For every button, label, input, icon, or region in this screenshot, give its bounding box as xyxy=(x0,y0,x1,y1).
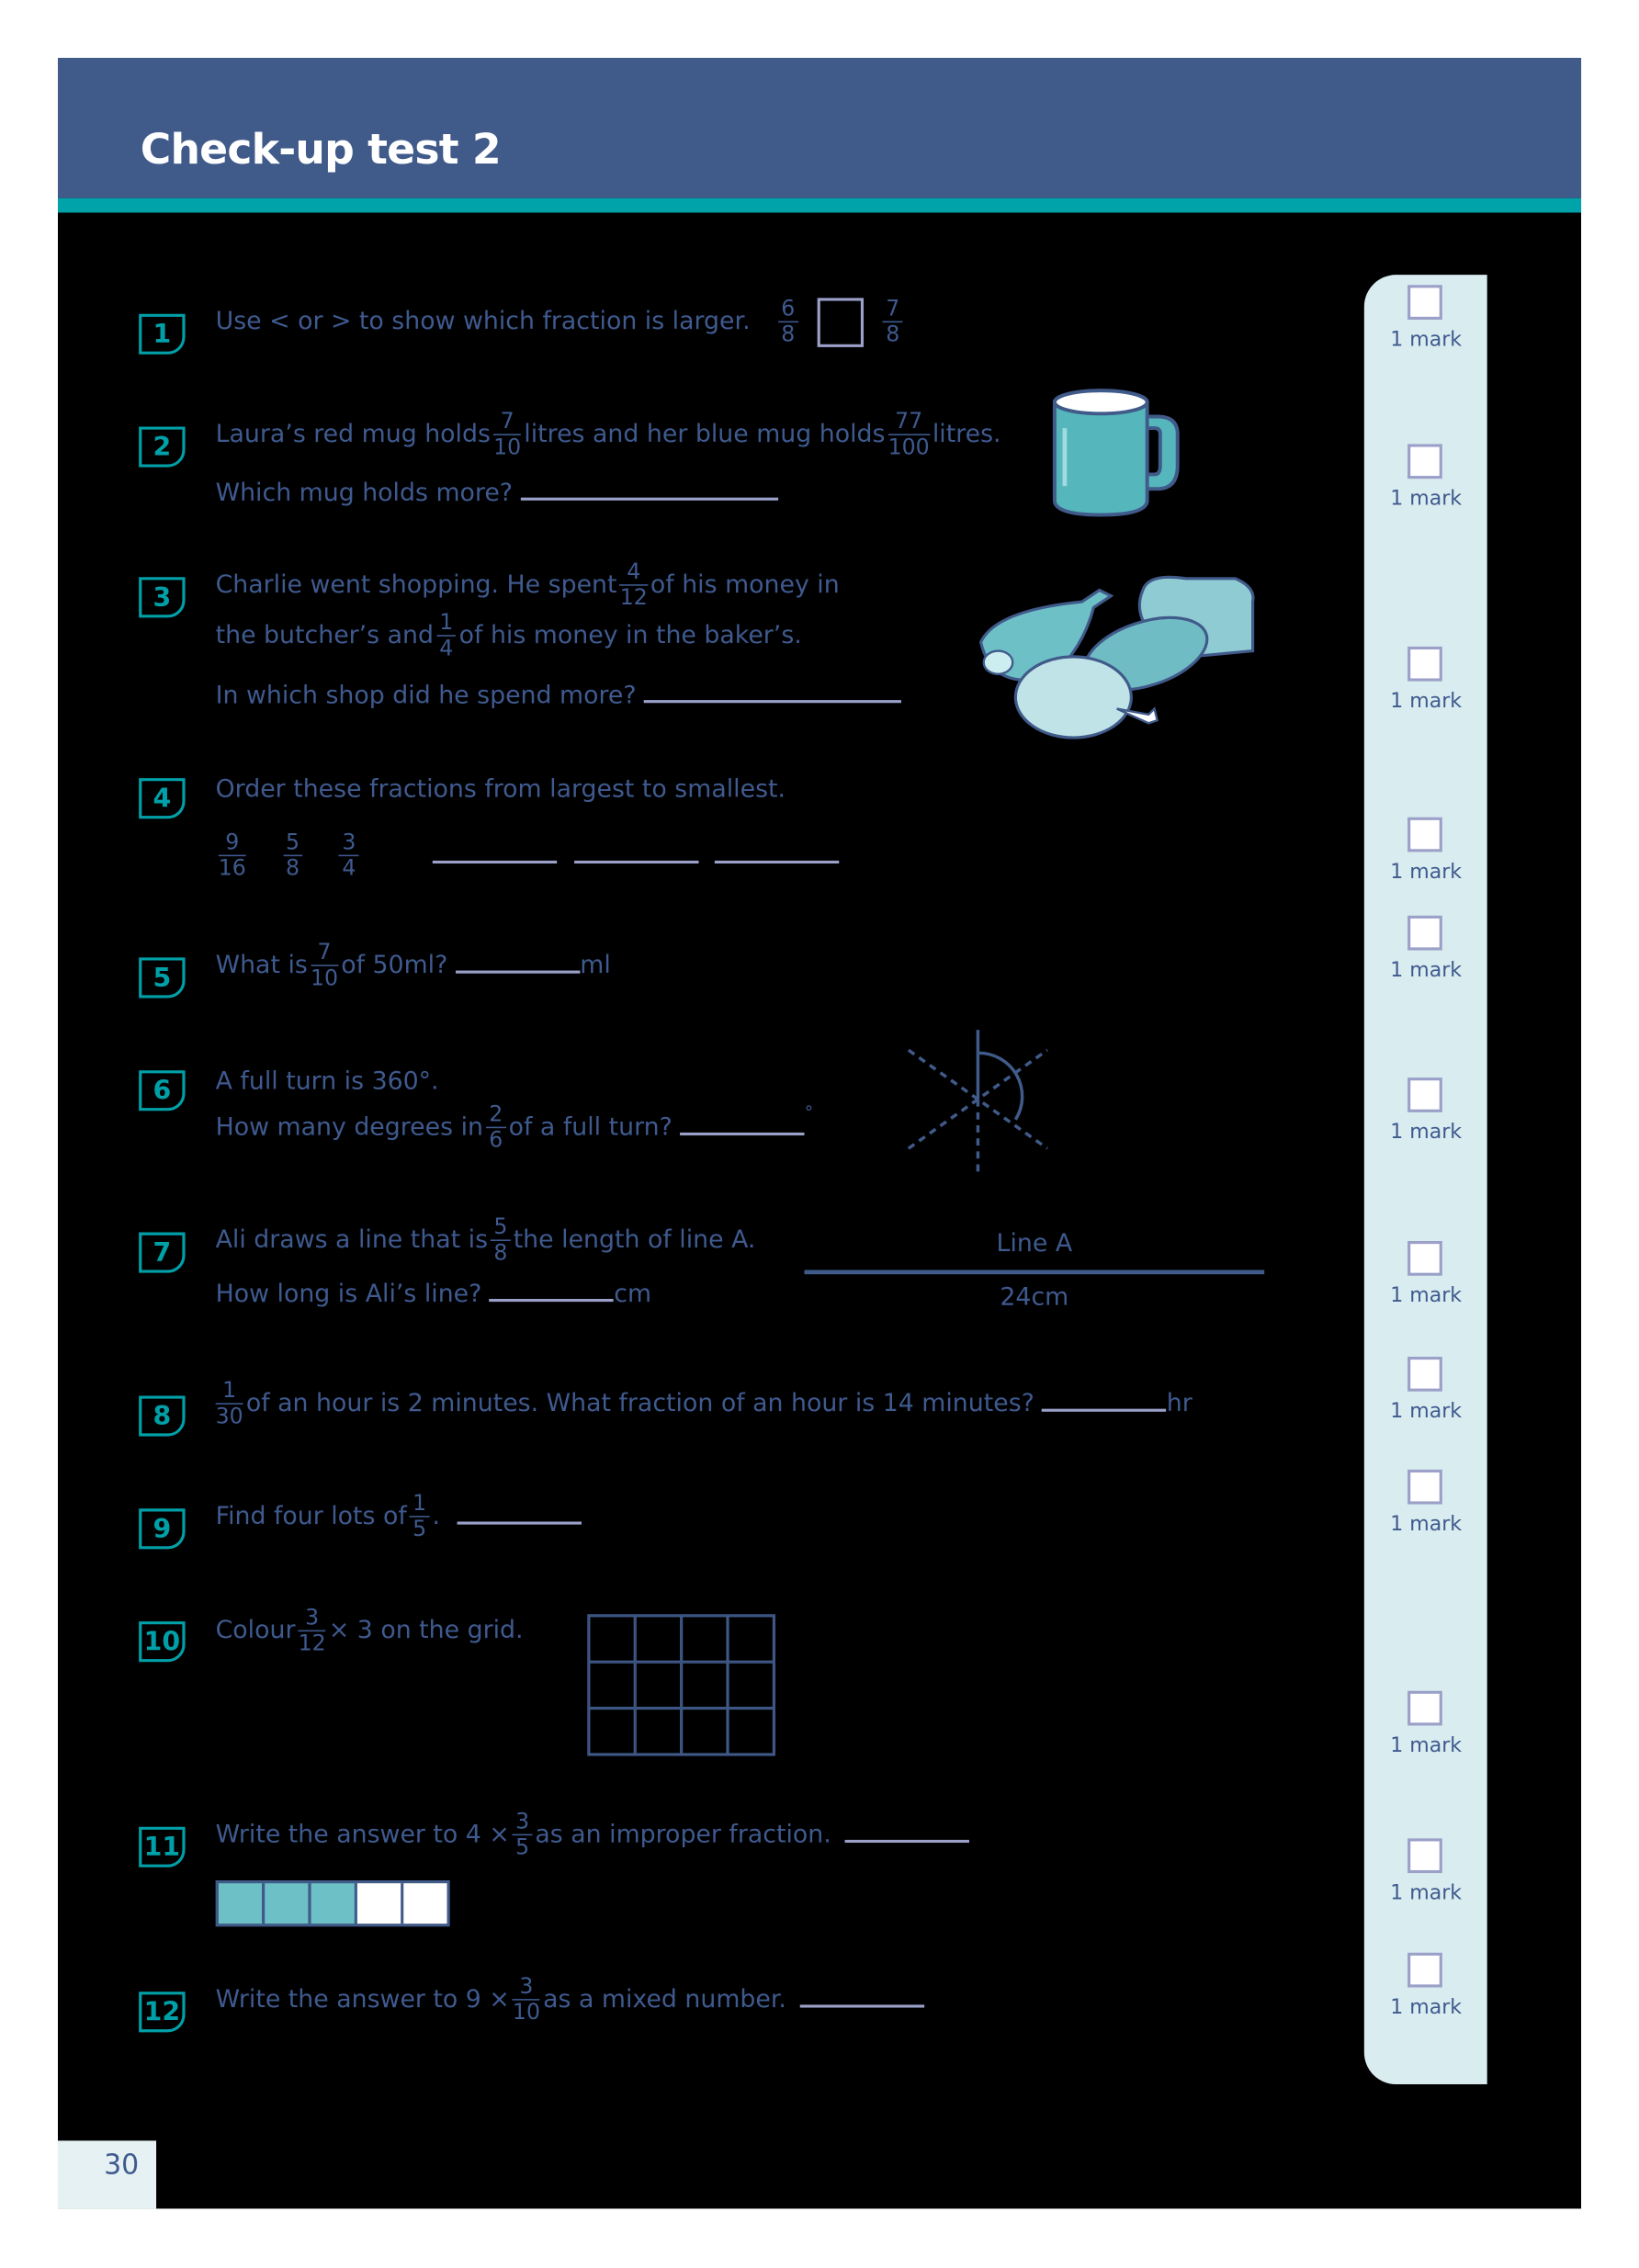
question-text: × 3 on the grid. xyxy=(328,1616,524,1646)
unit-label: ° xyxy=(804,1101,814,1123)
mark-label: 1 mark xyxy=(1390,328,1463,352)
question-8 xyxy=(216,1379,1193,1429)
fraction: $\frac{3}{10}$ xyxy=(512,1972,540,2025)
fraction: $\frac{1}{4}$ xyxy=(436,610,456,660)
line-a-length: 24cm xyxy=(1000,1282,1069,1313)
question-3-line2 xyxy=(216,610,802,660)
mark-label: 1 mark xyxy=(1390,690,1463,714)
question-6 xyxy=(216,1102,814,1153)
question-number: 9 xyxy=(139,1508,185,1549)
answer-box[interactable] xyxy=(818,298,864,347)
mark-label: 1 mark xyxy=(1390,1733,1463,1758)
question-text: Ali draws a line that is xyxy=(215,1225,489,1255)
question-number: 8 xyxy=(139,1395,185,1436)
bar-cell-filled xyxy=(265,1883,311,1924)
question-number: 3 xyxy=(139,577,185,617)
answer-line[interactable] xyxy=(433,859,557,863)
fraction: $\frac{9}{16}$ xyxy=(218,829,246,881)
question-text: Write the answer to 4 × xyxy=(215,1820,510,1850)
fraction: $\frac{3}{12}$ xyxy=(298,1604,326,1656)
question-7-line2 xyxy=(216,1281,651,1309)
question-text: In which shop did he spend more? xyxy=(215,681,637,711)
mark-checkbox[interactable] xyxy=(1407,1838,1442,1873)
mark-label: 1 mark xyxy=(1390,958,1463,983)
grid-cell[interactable] xyxy=(728,1662,774,1708)
bar-cell-filled xyxy=(311,1883,357,1924)
mark-checkbox[interactable] xyxy=(1407,1241,1442,1276)
question-text: the butcher’s and xyxy=(215,621,435,650)
grid-cell[interactable] xyxy=(635,1709,681,1755)
grid-cell[interactable] xyxy=(728,1709,774,1755)
mark-label: 1 mark xyxy=(1390,487,1463,511)
grid-cell[interactable] xyxy=(589,1662,635,1708)
fraction: $\frac{77}{100}$ xyxy=(887,408,930,460)
question-number: 5 xyxy=(139,957,185,998)
unit-label: cm xyxy=(614,1280,652,1310)
grid-cell[interactable] xyxy=(728,1616,774,1662)
unit-label: ml xyxy=(580,951,611,980)
question-text: Charlie went shopping. He spent xyxy=(215,570,617,600)
bar-cell-filled xyxy=(219,1883,265,1924)
page-title: Check-up test 2 xyxy=(140,124,501,174)
unit-label: hr xyxy=(1166,1389,1193,1418)
question-number: 6 xyxy=(139,1070,185,1111)
question-text: Order these fractions from largest to smallest. xyxy=(215,774,786,805)
grid-cell[interactable] xyxy=(635,1616,681,1662)
question-9 xyxy=(216,1491,582,1541)
question-text: Find four lots of xyxy=(215,1502,407,1531)
question-text: of an hour is 2 minutes. What fraction of an hour is 14 minutes? xyxy=(245,1389,1034,1418)
question-text: of his money in xyxy=(650,570,840,600)
question-2 xyxy=(216,410,1001,460)
question-6-line1: A full turn is 360°. xyxy=(215,1067,439,1097)
fraction: $\frac{1}{5}$ xyxy=(410,1491,429,1541)
food-illustration xyxy=(972,564,1256,752)
grid-cell[interactable] xyxy=(682,1616,728,1662)
line-a xyxy=(804,1269,1264,1274)
question-text: How many degrees in xyxy=(215,1112,483,1143)
fraction: $\frac{7}{10}$ xyxy=(310,938,339,991)
question-text: Use < or > to show which fraction is larger. xyxy=(215,307,751,337)
mark-label: 1 mark xyxy=(1390,1121,1463,1145)
fraction: $\frac{6}{8}$ xyxy=(778,297,797,347)
question-number: 1 xyxy=(139,314,185,355)
mark-checkbox[interactable] xyxy=(1407,647,1442,682)
question-text: of a full turn? xyxy=(508,1112,673,1143)
mark-checkbox[interactable] xyxy=(1407,1078,1442,1112)
question-number: 2 xyxy=(139,427,185,468)
answer-line[interactable] xyxy=(644,699,901,704)
grid-cell[interactable] xyxy=(682,1662,728,1708)
question-11 xyxy=(216,1810,969,1860)
mark-label: 1 mark xyxy=(1390,1881,1463,1905)
answer-line[interactable] xyxy=(457,1519,581,1524)
grid-cell[interactable] xyxy=(635,1662,681,1708)
mark-checkbox[interactable] xyxy=(1407,1357,1442,1392)
question-text: litres and her blue mug holds xyxy=(524,420,886,449)
fraction: $\frac{5}{8}$ xyxy=(491,1215,510,1266)
fraction-bar xyxy=(216,1880,450,1926)
question-text: as an improper fraction. xyxy=(535,1820,831,1850)
mark-checkbox[interactable] xyxy=(1407,444,1442,479)
question-1 xyxy=(216,297,906,347)
fraction: $\frac{5}{8}$ xyxy=(283,830,302,881)
answer-line[interactable] xyxy=(490,1297,614,1302)
question-text: the length of line A. xyxy=(513,1225,756,1255)
question-5 xyxy=(216,940,611,990)
question-text: Laura’s red mug holds xyxy=(215,420,491,449)
answer-line[interactable] xyxy=(521,496,778,501)
question-12 xyxy=(216,1974,925,2025)
question-number: 11 xyxy=(139,1827,185,1867)
angle-diagram xyxy=(906,1027,1050,1178)
answer-line[interactable] xyxy=(680,1131,804,1135)
mark-checkbox[interactable] xyxy=(1407,1691,1442,1726)
fraction: $\frac{2}{6}$ xyxy=(486,1102,505,1153)
question-text: as a mixed number. xyxy=(543,1985,786,2014)
question-text: What is xyxy=(215,951,308,980)
mark-label: 1 mark xyxy=(1390,1513,1463,1537)
answer-line[interactable] xyxy=(574,859,698,863)
question-3-line3 xyxy=(216,682,902,710)
question-text: Which mug holds more? xyxy=(215,479,513,508)
fraction: $\frac{3}{5}$ xyxy=(513,1810,532,1860)
question-number: 12 xyxy=(139,1992,185,2032)
page-number: 30 xyxy=(58,2140,156,2208)
grid-cell[interactable] xyxy=(589,1709,635,1755)
colouring-grid xyxy=(587,1614,775,1755)
question-10 xyxy=(216,1606,524,1656)
fraction: $\frac{3}{4}$ xyxy=(339,830,358,881)
question-text: How long is Ali’s line? xyxy=(215,1280,482,1310)
question-number: 7 xyxy=(139,1233,185,1273)
mark-checkbox[interactable] xyxy=(1407,916,1442,951)
question-3 xyxy=(216,559,840,610)
mark-checkbox[interactable] xyxy=(1407,285,1442,320)
question-text: litres. xyxy=(932,420,1001,449)
mark-label: 1 mark xyxy=(1390,1995,1463,2020)
question-text: of his money in the baker’s. xyxy=(458,621,802,650)
question-2-line2 xyxy=(216,479,778,507)
question-text: Write the answer to 9 × xyxy=(215,1985,510,2014)
fraction: $\frac{7}{8}$ xyxy=(883,297,902,347)
accent-stripe xyxy=(58,198,1581,213)
grid-cell[interactable] xyxy=(682,1709,728,1755)
question-4 xyxy=(216,775,786,804)
question-number: 4 xyxy=(139,778,185,818)
question-number: 10 xyxy=(139,1621,185,1662)
mug-illustration xyxy=(1047,385,1186,518)
fraction: $\frac{1}{30}$ xyxy=(215,1377,243,1429)
marks-panel xyxy=(1364,275,1487,2084)
question-text: . xyxy=(432,1502,440,1531)
fraction: $\frac{4}{12}$ xyxy=(619,558,648,611)
answer-line[interactable] xyxy=(456,968,580,973)
mark-label: 1 mark xyxy=(1390,1284,1463,1308)
answer-line[interactable] xyxy=(715,859,839,863)
question-text: Colour xyxy=(215,1616,296,1646)
answer-line[interactable] xyxy=(1042,1406,1166,1411)
question-4-fractions xyxy=(216,830,840,881)
fraction: $\frac{7}{10}$ xyxy=(493,408,522,460)
question-7 xyxy=(216,1215,756,1266)
line-a-label: Line A xyxy=(996,1229,1073,1258)
mark-label: 1 mark xyxy=(1390,1400,1463,1424)
mark-checkbox[interactable] xyxy=(1407,1953,1442,1988)
mark-checkbox[interactable] xyxy=(1407,1470,1442,1505)
bar-cell-empty xyxy=(357,1883,403,1924)
bar-cell-empty xyxy=(403,1883,446,1924)
answer-line[interactable] xyxy=(800,2003,924,2007)
question-text: of 50ml? xyxy=(341,951,448,980)
grid-cell[interactable] xyxy=(589,1616,635,1662)
mark-label: 1 mark xyxy=(1390,860,1463,885)
answer-line[interactable] xyxy=(845,1838,969,1843)
mark-checkbox[interactable] xyxy=(1407,818,1442,852)
